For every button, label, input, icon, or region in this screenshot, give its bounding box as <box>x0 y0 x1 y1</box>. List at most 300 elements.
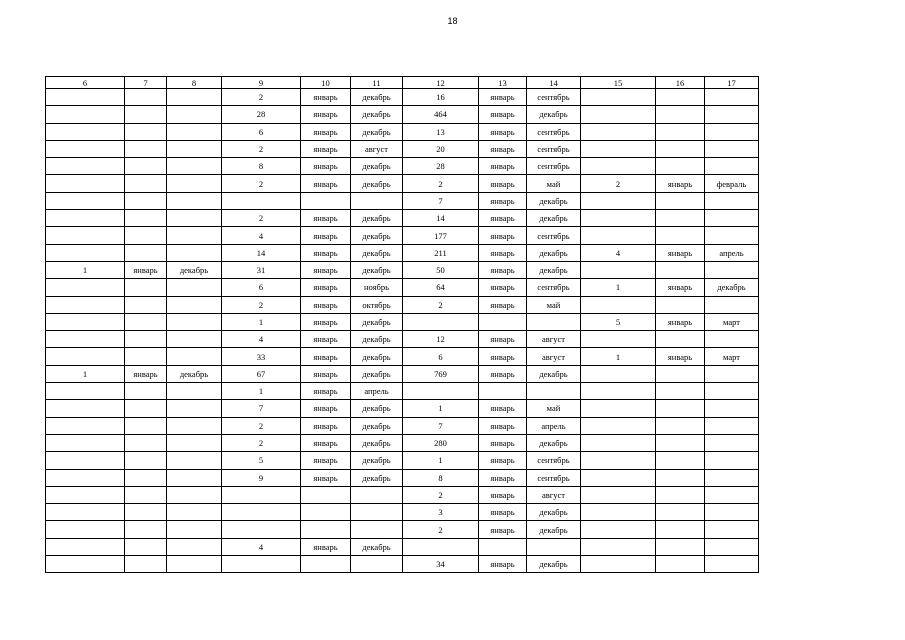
table-cell <box>167 158 222 175</box>
table-cell <box>125 313 167 330</box>
table-cell <box>46 434 125 451</box>
table-cell <box>351 556 403 573</box>
table-cell: 4 <box>581 244 656 261</box>
table-cell <box>581 192 656 209</box>
table-cell: сентябрь <box>527 89 581 106</box>
table-cell <box>581 261 656 278</box>
table-cell <box>581 89 656 106</box>
table-cell <box>125 158 167 175</box>
column-header: 14 <box>527 77 581 89</box>
table-cell <box>656 331 705 348</box>
table-cell <box>167 244 222 261</box>
table-cell: 177 <box>403 227 479 244</box>
table-cell <box>167 538 222 555</box>
table-cell <box>581 365 656 382</box>
table-cell: 12 <box>403 331 479 348</box>
column-header: 8 <box>167 77 222 89</box>
table-cell: 2 <box>222 296 301 313</box>
table-cell: сентябрь <box>527 279 581 296</box>
table-cell: январь <box>479 400 527 417</box>
table-cell: январь <box>479 158 527 175</box>
column-header: 7 <box>125 77 167 89</box>
table-cell <box>403 383 479 400</box>
table-cell: декабрь <box>527 556 581 573</box>
table-cell: март <box>705 348 759 365</box>
table-cell: январь <box>301 348 351 365</box>
table-cell <box>167 123 222 140</box>
table-cell: 4 <box>222 538 301 555</box>
table-cell: январь <box>301 331 351 348</box>
table-cell: январь <box>301 365 351 382</box>
table-cell: декабрь <box>527 261 581 278</box>
table-cell: 3 <box>403 504 479 521</box>
table-cell: январь <box>301 244 351 261</box>
table-cell: апрель <box>527 417 581 434</box>
table-cell: декабрь <box>705 279 759 296</box>
table-cell <box>125 175 167 192</box>
table-cell: январь <box>301 158 351 175</box>
table-cell: 7 <box>403 417 479 434</box>
table-row <box>46 296 759 313</box>
table-cell: сентябрь <box>527 227 581 244</box>
table-cell: 4 <box>222 227 301 244</box>
table-row <box>46 434 759 451</box>
page-number: 18 <box>447 16 458 26</box>
table-cell <box>46 106 125 123</box>
table-cell <box>125 89 167 106</box>
table-cell <box>46 175 125 192</box>
table-cell: январь <box>479 210 527 227</box>
table-cell <box>656 261 705 278</box>
table-row <box>46 313 759 330</box>
header-row <box>46 77 759 89</box>
table-cell: август <box>527 331 581 348</box>
table-row <box>46 556 759 573</box>
column-header: 12 <box>403 77 479 89</box>
table-cell: январь <box>479 331 527 348</box>
table-cell: январь <box>479 123 527 140</box>
table-row <box>46 210 759 227</box>
table-cell <box>705 331 759 348</box>
table-body <box>46 89 759 573</box>
table-row <box>46 244 759 261</box>
table-cell <box>167 210 222 227</box>
table-cell: декабрь <box>167 261 222 278</box>
table-cell <box>656 158 705 175</box>
table-cell: январь <box>479 452 527 469</box>
table-cell <box>581 383 656 400</box>
table-row <box>46 89 759 106</box>
table-cell: январь <box>479 469 527 486</box>
table-cell <box>705 400 759 417</box>
table-cell <box>46 279 125 296</box>
table-cell: 5 <box>581 313 656 330</box>
table-cell: декабрь <box>527 365 581 382</box>
table-cell <box>167 140 222 157</box>
table-cell: декабрь <box>351 227 403 244</box>
column-header: 16 <box>656 77 705 89</box>
table-cell <box>301 556 351 573</box>
table-cell <box>656 400 705 417</box>
table-cell <box>46 313 125 330</box>
table-cell <box>656 556 705 573</box>
table-cell: январь <box>479 434 527 451</box>
table-cell: январь <box>301 140 351 157</box>
table-cell: 464 <box>403 106 479 123</box>
table-cell: декабрь <box>527 244 581 261</box>
table-cell: январь <box>479 106 527 123</box>
table-cell: 1 <box>403 452 479 469</box>
table-cell: сентябрь <box>527 123 581 140</box>
table-cell <box>46 140 125 157</box>
table-cell: январь <box>479 486 527 503</box>
table-cell <box>167 313 222 330</box>
table-cell <box>167 400 222 417</box>
table-cell <box>705 538 759 555</box>
table-cell <box>705 210 759 227</box>
table-cell: сентябрь <box>527 140 581 157</box>
table-cell <box>656 486 705 503</box>
table-cell: 2 <box>403 175 479 192</box>
table-cell: декабрь <box>351 175 403 192</box>
table-cell: декабрь <box>351 89 403 106</box>
table-cell <box>167 279 222 296</box>
table-cell <box>222 504 301 521</box>
table-cell <box>656 210 705 227</box>
table-cell <box>581 227 656 244</box>
table-cell: май <box>527 400 581 417</box>
table-cell <box>46 538 125 555</box>
table-cell <box>527 538 581 555</box>
table-cell <box>46 123 125 140</box>
table-cell <box>46 521 125 538</box>
table-cell <box>656 296 705 313</box>
table-cell <box>46 89 125 106</box>
table-row <box>46 140 759 157</box>
table-cell <box>301 521 351 538</box>
table-cell <box>222 486 301 503</box>
table-row <box>46 123 759 140</box>
table-row <box>46 417 759 434</box>
table-cell: май <box>527 296 581 313</box>
table-cell <box>167 383 222 400</box>
table-cell: 64 <box>403 279 479 296</box>
table-cell: 1 <box>403 400 479 417</box>
table-cell: декабрь <box>351 400 403 417</box>
table-cell <box>581 106 656 123</box>
table-cell: 6 <box>222 279 301 296</box>
table-cell <box>125 244 167 261</box>
table-cell <box>403 538 479 555</box>
table-cell: январь <box>301 313 351 330</box>
table-cell: январь <box>479 192 527 209</box>
table-cell: январь <box>301 434 351 451</box>
table-row <box>46 227 759 244</box>
table-cell: 2 <box>403 521 479 538</box>
table-cell <box>656 365 705 382</box>
table-row <box>46 504 759 521</box>
table-cell <box>656 192 705 209</box>
table-cell: 2 <box>403 296 479 313</box>
table-cell: декабрь <box>351 331 403 348</box>
table-cell: январь <box>301 400 351 417</box>
table-cell: январь <box>479 89 527 106</box>
table-row <box>46 538 759 555</box>
column-header: 6 <box>46 77 125 89</box>
table-row <box>46 348 759 365</box>
table-cell: январь <box>301 452 351 469</box>
table-cell <box>656 452 705 469</box>
table-cell <box>167 486 222 503</box>
table-cell <box>46 331 125 348</box>
table-cell: 1 <box>581 348 656 365</box>
table-cell: 6 <box>222 123 301 140</box>
table-cell <box>125 140 167 157</box>
table-cell <box>46 556 125 573</box>
table-cell: 769 <box>403 365 479 382</box>
table-cell <box>581 123 656 140</box>
table-cell <box>656 469 705 486</box>
table-cell <box>656 434 705 451</box>
table-cell: январь <box>479 175 527 192</box>
table-cell <box>125 434 167 451</box>
table-cell: январь <box>479 365 527 382</box>
table-cell: январь <box>479 417 527 434</box>
table-cell <box>125 556 167 573</box>
table-cell: 14 <box>403 210 479 227</box>
table-cell <box>222 556 301 573</box>
table-cell <box>46 348 125 365</box>
table-cell: январь <box>301 383 351 400</box>
table-cell: декабрь <box>351 417 403 434</box>
table-row <box>46 469 759 486</box>
table-cell <box>656 123 705 140</box>
table-cell <box>125 400 167 417</box>
table-row <box>46 192 759 209</box>
table-cell: январь <box>479 296 527 313</box>
table-cell <box>46 244 125 261</box>
table-cell: декабрь <box>351 469 403 486</box>
table-cell <box>46 227 125 244</box>
table-cell: сентябрь <box>527 452 581 469</box>
table-cell <box>527 313 581 330</box>
table-cell <box>125 192 167 209</box>
table-cell: 280 <box>403 434 479 451</box>
table-cell: январь <box>301 175 351 192</box>
table-cell <box>46 158 125 175</box>
table-cell: 1 <box>581 279 656 296</box>
table-cell <box>167 417 222 434</box>
table-cell: 2 <box>222 175 301 192</box>
table-cell <box>581 434 656 451</box>
table-cell <box>351 504 403 521</box>
table-cell <box>46 296 125 313</box>
table-cell <box>167 89 222 106</box>
table-cell: 2 <box>222 434 301 451</box>
table-cell: 1 <box>46 365 125 382</box>
table-cell <box>581 331 656 348</box>
table-cell: декабрь <box>351 348 403 365</box>
table-cell <box>705 158 759 175</box>
table-cell: январь <box>479 261 527 278</box>
table-cell <box>705 261 759 278</box>
table-cell <box>705 192 759 209</box>
table-cell <box>46 486 125 503</box>
table-cell <box>125 106 167 123</box>
table-cell <box>403 313 479 330</box>
table-cell: 7 <box>222 400 301 417</box>
table-cell: декабрь <box>351 106 403 123</box>
table-cell <box>656 383 705 400</box>
table-cell: август <box>351 140 403 157</box>
table-cell: апрель <box>351 383 403 400</box>
table-cell: 31 <box>222 261 301 278</box>
table-cell <box>125 469 167 486</box>
table-cell <box>301 486 351 503</box>
table-cell: 1 <box>222 383 301 400</box>
table-cell <box>125 452 167 469</box>
table-cell <box>705 123 759 140</box>
table-cell <box>125 383 167 400</box>
table-cell: 2 <box>222 140 301 157</box>
table-cell <box>656 504 705 521</box>
table-cell: январь <box>301 261 351 278</box>
table-row <box>46 175 759 192</box>
table-cell <box>46 192 125 209</box>
table-cell <box>581 158 656 175</box>
column-header: 9 <box>222 77 301 89</box>
table-cell <box>167 296 222 313</box>
table-cell: декабрь <box>167 365 222 382</box>
table-cell: январь <box>479 140 527 157</box>
table-cell: декабрь <box>527 504 581 521</box>
table-row <box>46 452 759 469</box>
table-cell <box>301 192 351 209</box>
table-cell: декабрь <box>351 158 403 175</box>
table-cell <box>167 175 222 192</box>
table-cell <box>656 538 705 555</box>
table-cell <box>705 486 759 503</box>
table-cell <box>656 227 705 244</box>
table-cell <box>222 192 301 209</box>
table-cell: 4 <box>222 331 301 348</box>
table-cell <box>656 417 705 434</box>
table-cell <box>656 106 705 123</box>
table-row <box>46 486 759 503</box>
table-cell: декабрь <box>527 434 581 451</box>
table-cell: апрель <box>705 244 759 261</box>
table-cell: январь <box>301 227 351 244</box>
table-cell <box>581 417 656 434</box>
table-cell: январь <box>125 365 167 382</box>
table-cell <box>167 348 222 365</box>
table-cell: декабрь <box>351 434 403 451</box>
column-header: 11 <box>351 77 403 89</box>
table-cell: декабрь <box>351 313 403 330</box>
table-cell: январь <box>301 279 351 296</box>
table-cell <box>479 313 527 330</box>
table-cell <box>581 504 656 521</box>
table-cell: декабрь <box>351 365 403 382</box>
table-cell: 7 <box>403 192 479 209</box>
table-cell <box>46 504 125 521</box>
table-cell <box>705 227 759 244</box>
table-cell: январь <box>479 556 527 573</box>
table-cell: 28 <box>403 158 479 175</box>
column-header: 15 <box>581 77 656 89</box>
table-cell <box>581 486 656 503</box>
table-cell: март <box>705 313 759 330</box>
table-cell <box>705 89 759 106</box>
table-cell: 14 <box>222 244 301 261</box>
table-cell: декабрь <box>351 210 403 227</box>
table-cell <box>46 417 125 434</box>
table-cell: 9 <box>222 469 301 486</box>
table-cell <box>351 192 403 209</box>
table-cell <box>581 140 656 157</box>
table-cell: январь <box>301 106 351 123</box>
table-row <box>46 383 759 400</box>
table-cell <box>167 452 222 469</box>
table-cell: декабрь <box>527 521 581 538</box>
table-cell <box>656 140 705 157</box>
table-cell: январь <box>656 279 705 296</box>
table-cell <box>125 123 167 140</box>
table-cell <box>125 227 167 244</box>
data-table <box>45 76 759 573</box>
table-cell <box>581 452 656 469</box>
table-cell: январь <box>301 296 351 313</box>
table-cell: 6 <box>403 348 479 365</box>
table-cell <box>351 521 403 538</box>
table-cell: январь <box>301 123 351 140</box>
table-cell <box>125 348 167 365</box>
table-cell <box>581 469 656 486</box>
table-cell: 28 <box>222 106 301 123</box>
table-cell <box>167 504 222 521</box>
table-cell <box>167 331 222 348</box>
table-cell: январь <box>301 89 351 106</box>
table-cell <box>581 296 656 313</box>
table-cell: декабрь <box>527 210 581 227</box>
table-cell: январь <box>301 538 351 555</box>
table-cell: 2 <box>581 175 656 192</box>
table-cell: декабрь <box>351 261 403 278</box>
table-cell <box>222 521 301 538</box>
table-row <box>46 365 759 382</box>
table-cell: январь <box>656 244 705 261</box>
table-cell <box>581 400 656 417</box>
table-cell <box>125 486 167 503</box>
table-cell: сентябрь <box>527 158 581 175</box>
table-cell <box>167 434 222 451</box>
table-cell: 16 <box>403 89 479 106</box>
table-cell <box>581 538 656 555</box>
table-cell: 50 <box>403 261 479 278</box>
table-cell: 8 <box>403 469 479 486</box>
table-cell: январь <box>479 348 527 365</box>
table-cell <box>46 210 125 227</box>
table-cell: май <box>527 175 581 192</box>
table-cell <box>125 296 167 313</box>
table-cell <box>167 521 222 538</box>
table-cell <box>581 556 656 573</box>
table-cell: январь <box>479 504 527 521</box>
table-cell <box>479 383 527 400</box>
table-cell: 2 <box>222 89 301 106</box>
table-row <box>46 279 759 296</box>
table-cell <box>705 521 759 538</box>
